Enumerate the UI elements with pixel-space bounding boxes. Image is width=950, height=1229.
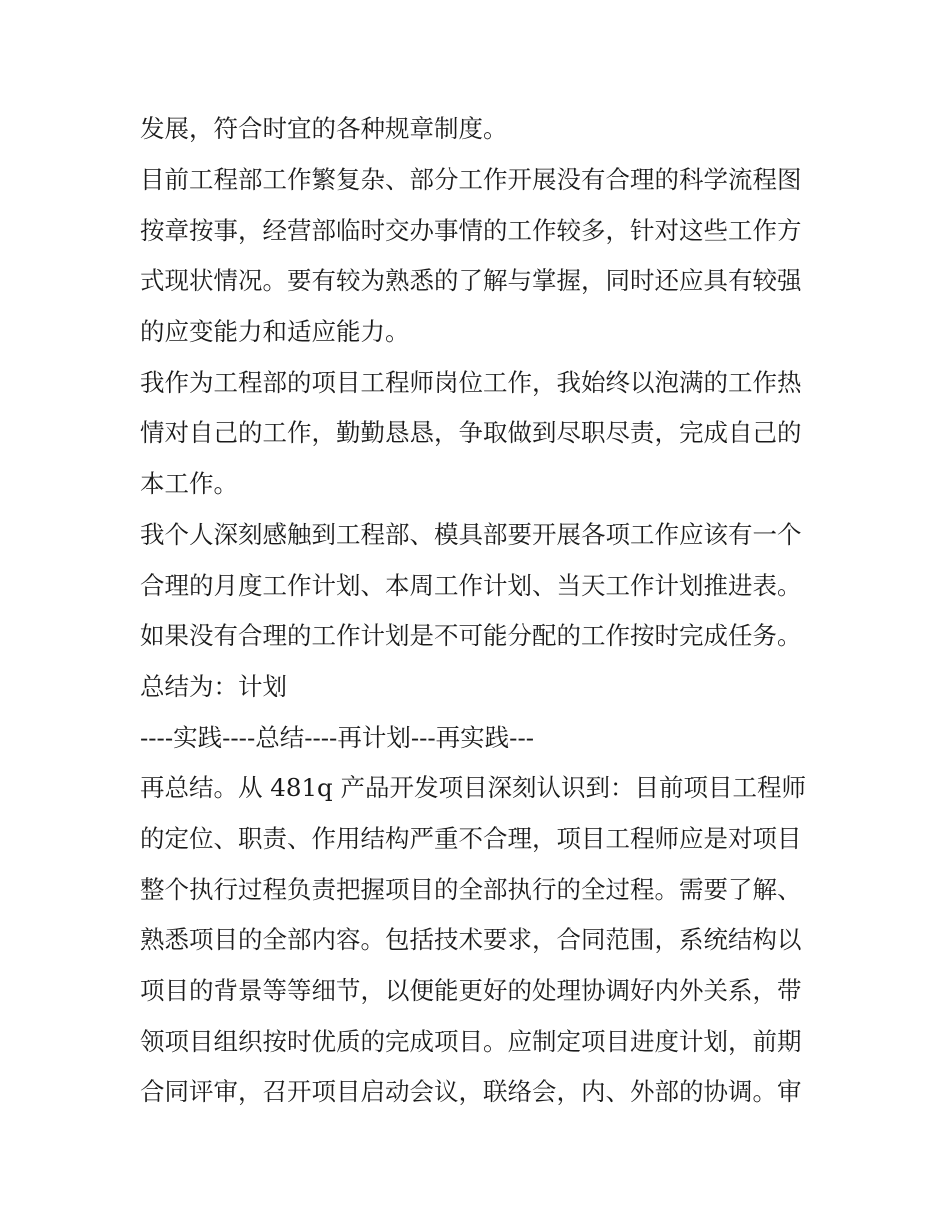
text-line: 的定位、职责、作用结构严重不合理，项目工程师应是对项目 xyxy=(140,824,802,853)
text-line: 再总结。从 481q 产品开发项目深刻认识到：目前项目工程师 xyxy=(140,773,807,802)
text-line: 合同评审，召开项目启动会议，联络会，内、外部的协调。审 xyxy=(140,1077,802,1106)
text-line: 目前工程部工作繁复杂、部分工作开展没有合理的科学流程图 xyxy=(140,165,802,194)
text-line: 我作为工程部的项目工程师岗位工作，我始终以泡满的工作热 xyxy=(140,368,802,397)
text-line: 项目的背景等等细节，以便能更好的处理协调好内外关系，带 xyxy=(140,976,802,1005)
text-line: 合理的月度工作计划、本周工作计划、当天工作计划推进表。 xyxy=(140,571,802,600)
text-line: 领项目组织按时优质的完成项目。应制定项目进度计划，前期 xyxy=(140,1027,802,1056)
text-line: 式现状情况。要有较为熟悉的了解与掌握，同时还应具有较强 xyxy=(140,266,802,295)
text-line: 我个人深刻感触到工程部、模具部要开展各项工作应该有一个 xyxy=(140,520,802,549)
text-line: 本工作。 xyxy=(140,469,238,498)
text-line: 情对自己的工作，勤勤恳恳，争取做到尽职尽责，完成自己的 xyxy=(140,418,802,447)
text-line: 熟悉项目的全部内容。包括技术要求，合同范围，系统结构以 xyxy=(140,925,802,954)
text-line: 如果没有合理的工作计划是不可能分配的工作按时完成任务。 xyxy=(140,621,802,650)
text-line: 发展，符合时宜的各种规章制度。 xyxy=(140,114,508,143)
text-line: 按章按事，经营部临时交办事情的工作较多，针对这些工作方 xyxy=(140,216,802,245)
text-line: 总结为：计划 xyxy=(140,672,287,701)
text-line: 的应变能力和适应能力。 xyxy=(140,317,410,346)
text-line: 整个执行过程负责把握项目的全部执行的全过程。需要了解、 xyxy=(140,875,802,904)
text-line: ----实践----总结----再计划---再实践--- xyxy=(140,723,535,752)
